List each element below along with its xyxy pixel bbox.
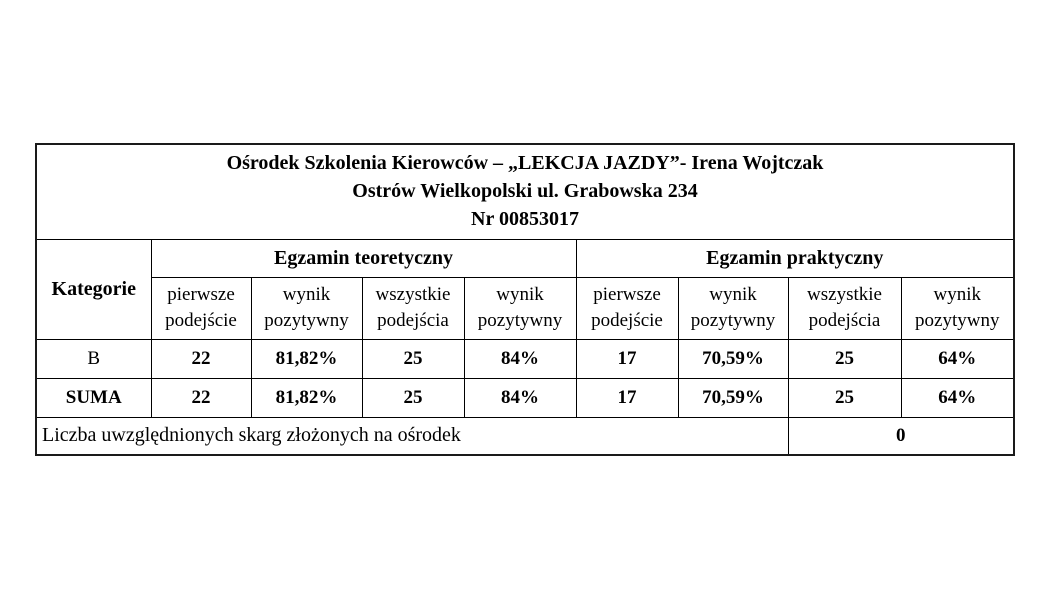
subheader-theory-first-attempt: pierwsze podejście <box>151 277 251 339</box>
suma-theory-pass-rate-all: 84% <box>464 378 576 417</box>
suma-practice-all-attempts: 25 <box>788 378 901 417</box>
table-row-suma <box>36 378 1014 417</box>
b-practice-pass-rate-first: 70,59% <box>678 339 788 378</box>
subheader-practice-all-attempts: wszystkie podejścia <box>788 277 901 339</box>
suma-practice-first-attempt: 17 <box>576 378 678 417</box>
category-label-suma: SUMA <box>36 378 151 417</box>
table-row-category-b <box>36 339 1014 378</box>
section-header-row <box>36 239 1014 277</box>
complaints-label: Liczba uwzględnionych skarg złożonych na ośrodek <box>36 417 788 455</box>
b-theory-pass-rate-first: 81,82% <box>251 339 362 378</box>
b-practice-first-attempt: 17 <box>576 339 678 378</box>
table-title-row <box>36 144 1014 239</box>
section-header-practice: Egzamin praktyczny <box>576 239 1014 277</box>
suma-practice-pass-rate-all: 64% <box>901 378 1014 417</box>
b-theory-pass-rate-all: 84% <box>464 339 576 378</box>
section-header-theory: Egzamin teoretyczny <box>151 239 576 277</box>
suma-practice-pass-rate-first: 70,59% <box>678 378 788 417</box>
report-title-line1: Ośrodek Szkolenia Kierowców – „LEKCJA JAZDY”- Irena Wojtczak <box>226 151 824 174</box>
complaints-row <box>36 417 1014 455</box>
suma-theory-pass-rate-first: 81,82% <box>251 378 362 417</box>
subheader-theory-pass-rate-first: wynik pozytywny <box>251 277 362 339</box>
b-theory-all-attempts: 25 <box>362 339 464 378</box>
report-title-cell <box>36 144 1014 239</box>
b-theory-first-attempt: 22 <box>151 339 251 378</box>
category-column-header: Kategorie <box>36 239 151 339</box>
subheader-theory-all-attempts: wszystkie podejścia <box>362 277 464 339</box>
suma-theory-all-attempts: 25 <box>362 378 464 417</box>
b-practice-all-attempts: 25 <box>788 339 901 378</box>
subheader-practice-first-attempt: pierwsze podejście <box>576 277 678 339</box>
subheader-row <box>36 277 1014 339</box>
report-title-line2: Ostrów Wielkopolski ul. Grabowska 234 <box>352 179 698 202</box>
subheader-theory-pass-rate-all: wynik pozytywny <box>464 277 576 339</box>
exam-results-table <box>35 143 1015 456</box>
subheader-practice-pass-rate-all: wynik pozytywny <box>901 277 1014 339</box>
subheader-practice-pass-rate-first: wynik pozytywny <box>678 277 788 339</box>
category-label-b: B <box>36 339 151 378</box>
suma-theory-first-attempt: 22 <box>151 378 251 417</box>
b-practice-pass-rate-all: 64% <box>901 339 1014 378</box>
complaints-value: 0 <box>788 417 1014 455</box>
report-title-line3: Nr 00853017 <box>471 207 579 230</box>
